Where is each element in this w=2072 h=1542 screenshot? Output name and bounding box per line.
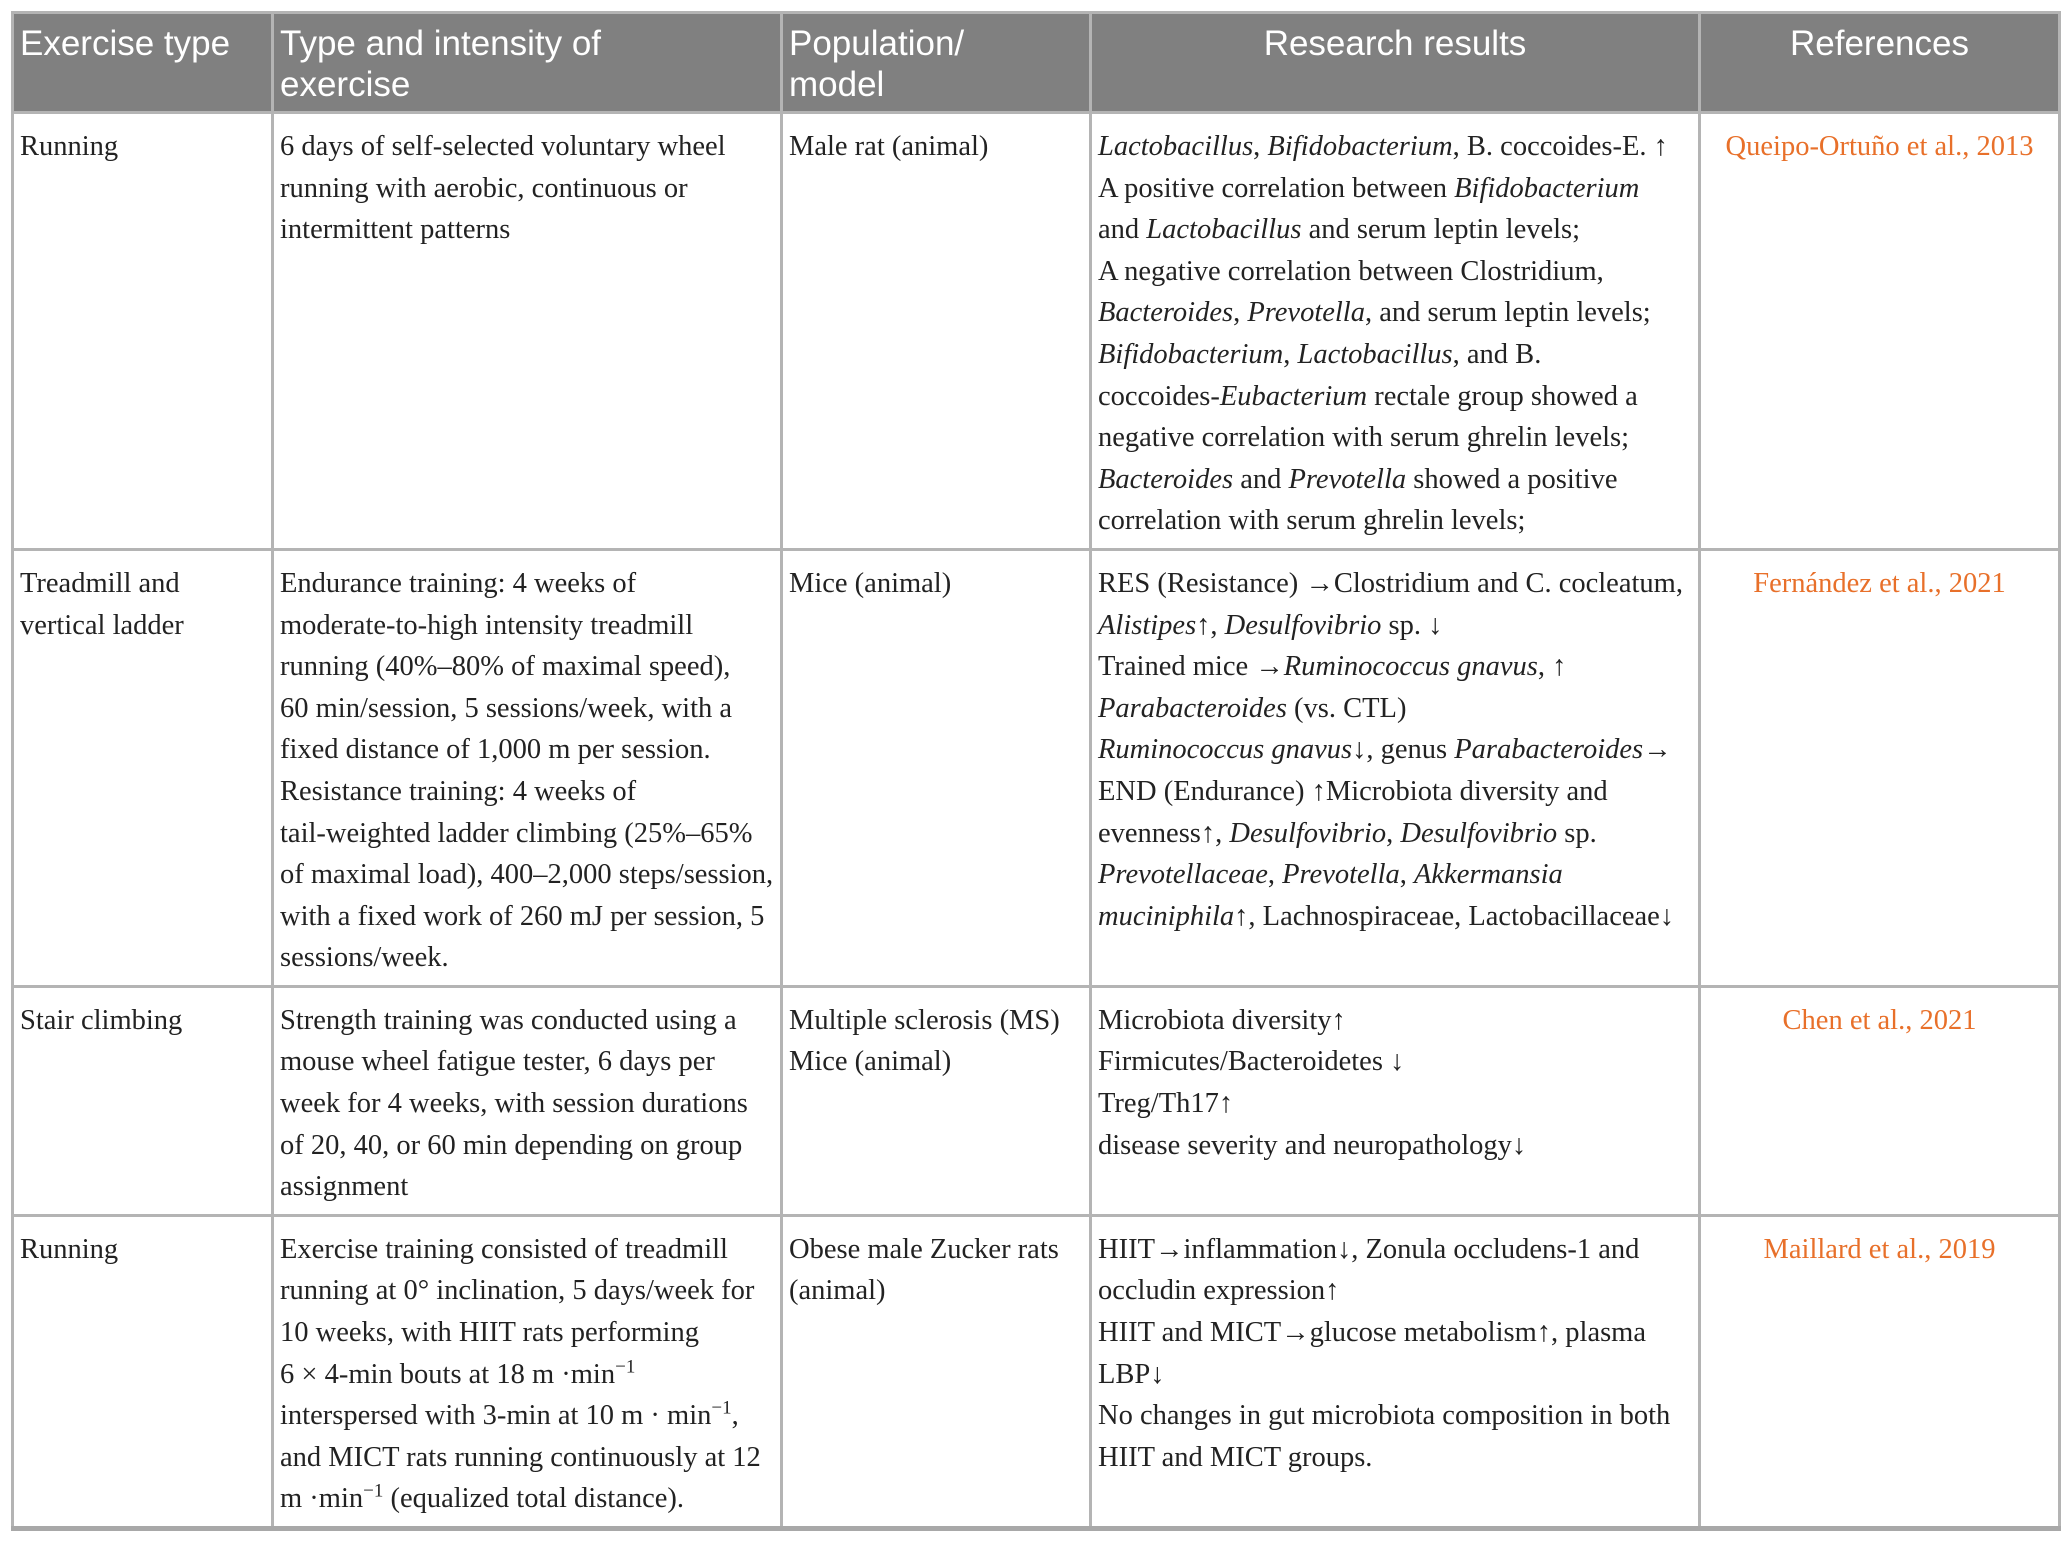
cell-type-intensity bbox=[273, 113, 782, 550]
text-line bbox=[1098, 292, 1692, 334]
italic-taxon: Bifidobacterium bbox=[1454, 172, 1640, 204]
text-line bbox=[280, 1437, 774, 1479]
text-line bbox=[789, 1041, 1083, 1083]
text-segment: running (40%–80% of maximal speed), bbox=[280, 651, 731, 683]
text-segment: Running bbox=[20, 1233, 119, 1265]
text-line bbox=[1098, 251, 1692, 293]
header-line: Exercise type bbox=[20, 24, 231, 63]
table-row bbox=[13, 549, 2060, 986]
italic-taxon: Parabacteroides bbox=[1098, 692, 1287, 724]
text-segment: rectale group showed a bbox=[1367, 380, 1638, 412]
text-segment: interspersed with 3-min at 10 m · min bbox=[280, 1400, 712, 1432]
text-segment: , ↑ bbox=[1537, 651, 1567, 683]
text-line bbox=[280, 729, 774, 771]
text-line bbox=[1098, 1041, 1692, 1083]
text-segment: sessions/week. bbox=[280, 942, 449, 974]
text-segment: → bbox=[1643, 734, 1672, 766]
header-line: exercise bbox=[280, 65, 411, 104]
italic-taxon: Parabacteroides bbox=[1454, 734, 1644, 766]
text-segment: Stair climbing bbox=[20, 1004, 183, 1036]
text-line bbox=[1098, 334, 1692, 376]
italic-taxon: Desulfovibrio bbox=[1400, 817, 1558, 849]
text-segment: Endurance training: 4 weeks of bbox=[280, 567, 637, 599]
cell-reference bbox=[1700, 549, 2060, 986]
text-segment: of 20, 40, or 60 min depending on group bbox=[280, 1129, 743, 1161]
text-line bbox=[789, 563, 1083, 605]
reference-link[interactable]: Queipo-Ortuño et al., 2013 bbox=[1725, 131, 2034, 162]
text-segment: Resistance training: 4 weeks of bbox=[280, 775, 637, 807]
text-segment: with a fixed work of 260 mJ per session, 5 bbox=[280, 900, 765, 932]
text-line bbox=[1098, 1000, 1692, 1042]
text-line bbox=[789, 1229, 1083, 1271]
cell-type-intensity bbox=[273, 1215, 782, 1528]
header-row bbox=[13, 13, 2060, 113]
header-type-intensity bbox=[273, 13, 782, 113]
text-segment: running at 0° inclination, 5 days/week for bbox=[280, 1275, 755, 1307]
text-segment: negative correlation with serum ghrelin levels; bbox=[1098, 422, 1630, 454]
italic-taxon: Ruminococcus gnavus bbox=[1098, 734, 1353, 766]
text-segment: Male rat (animal) bbox=[789, 131, 989, 162]
text-segment: vertical ladder bbox=[20, 609, 184, 641]
text-line bbox=[1098, 688, 1692, 730]
text-line bbox=[1098, 1312, 1692, 1354]
text-line bbox=[280, 126, 774, 168]
reference-link[interactable]: Fernández et al., 2021 bbox=[1753, 567, 2006, 599]
text-segment: RES (Resistance) →Clostridium and C. cocleatum, bbox=[1098, 567, 1683, 599]
cell-type-intensity bbox=[273, 986, 782, 1215]
text-line bbox=[20, 1000, 265, 1042]
italic-taxon: Desulfovibrio bbox=[1224, 609, 1382, 641]
text-segment: week for 4 weeks, with session durations bbox=[280, 1088, 748, 1120]
text-line bbox=[280, 1000, 774, 1042]
text-line bbox=[280, 1041, 774, 1083]
text-segment: mouse wheel fatigue tester, 6 days per bbox=[280, 1046, 715, 1078]
text-segment: and bbox=[1098, 214, 1147, 246]
text-line bbox=[1098, 563, 1692, 605]
text-segment: 60 min/session, 5 sessions/week, with a bbox=[280, 692, 733, 724]
text-line bbox=[1098, 209, 1692, 251]
italic-taxon: Prevotellaceae bbox=[1098, 859, 1268, 891]
text-line bbox=[20, 563, 265, 605]
text-segment: Microbiota diversity↑ bbox=[1098, 1004, 1346, 1036]
italic-taxon: Prevotella bbox=[1282, 859, 1400, 891]
text-line bbox=[280, 1229, 774, 1271]
text-segment: (animal) bbox=[789, 1275, 886, 1307]
text-line bbox=[1098, 1229, 1692, 1271]
header-research-results bbox=[1091, 13, 1700, 113]
text-line bbox=[1098, 1437, 1692, 1479]
text-line bbox=[1098, 605, 1692, 647]
cell-exercise-type bbox=[13, 1215, 273, 1528]
italic-taxon: Lactobacillus bbox=[1297, 338, 1453, 370]
cell-reference bbox=[1700, 113, 2060, 550]
text-line bbox=[280, 1166, 774, 1208]
text-line bbox=[1098, 1083, 1692, 1125]
text-segment: Trained mice → bbox=[1098, 651, 1284, 683]
cell-reference bbox=[1700, 1215, 2060, 1528]
cell-reference bbox=[1700, 986, 2060, 1215]
text-segment: No changes in gut microbiota composition in both bbox=[1098, 1400, 1671, 1432]
text-line bbox=[789, 1000, 1083, 1042]
text-line bbox=[1098, 854, 1692, 896]
text-line bbox=[280, 854, 774, 896]
text-line bbox=[280, 771, 774, 813]
text-line bbox=[280, 688, 774, 730]
text-line bbox=[1098, 126, 1692, 168]
italic-taxon: Eubacterium bbox=[1219, 380, 1368, 412]
text-segment: , bbox=[1233, 297, 1248, 329]
text-segment: Multiple sclerosis (MS) bbox=[789, 1004, 1060, 1036]
text-segment: Running bbox=[20, 131, 119, 162]
text-segment: A negative correlation between Clostridium, bbox=[1098, 255, 1604, 287]
text-line bbox=[1098, 376, 1692, 418]
cell-research-results bbox=[1091, 1215, 1700, 1528]
superscript: −1 bbox=[615, 1356, 636, 1378]
text-line bbox=[1098, 813, 1692, 855]
text-line bbox=[1098, 1354, 1692, 1396]
cell-type-intensity bbox=[273, 549, 782, 986]
text-line bbox=[1098, 1125, 1692, 1167]
text-segment: Treg/Th17↑ bbox=[1098, 1088, 1234, 1120]
italic-taxon: Lactobacillus bbox=[1146, 214, 1302, 246]
table-row bbox=[13, 986, 2060, 1215]
text-segment: occludin expression↑ bbox=[1098, 1275, 1340, 1307]
text-segment: HIIT and MICT→glucose metabolism↑, plasma bbox=[1098, 1317, 1646, 1349]
cell-research-results bbox=[1091, 113, 1700, 550]
text-segment: , bbox=[1386, 817, 1401, 849]
exercise-microbiota-table bbox=[11, 11, 2061, 1531]
text-segment: showed a positive bbox=[1406, 463, 1618, 495]
text-segment: ↑, Lachnospiraceae, Lactobacillaceae↓ bbox=[1234, 900, 1675, 932]
reference-link[interactable]: Chen et al., 2021 bbox=[1782, 1004, 1977, 1036]
superscript: −1 bbox=[363, 1480, 384, 1502]
text-segment: and MICT rats running continuously at 12 bbox=[280, 1441, 761, 1473]
text-line bbox=[280, 1354, 774, 1396]
text-line bbox=[280, 209, 774, 251]
header-line: References bbox=[1790, 24, 1969, 63]
text-line bbox=[1098, 1270, 1692, 1312]
text-segment: LBP↓ bbox=[1098, 1358, 1165, 1390]
cell-exercise-type bbox=[13, 549, 273, 986]
text-segment: , and serum leptin levels; bbox=[1364, 297, 1651, 329]
cell-population bbox=[782, 113, 1091, 550]
text-line bbox=[20, 605, 265, 647]
text-line bbox=[280, 1083, 774, 1125]
italic-taxon: muciniphila bbox=[1098, 900, 1235, 932]
text-line bbox=[789, 1270, 1083, 1312]
text-line bbox=[1098, 168, 1692, 210]
cell-population bbox=[782, 986, 1091, 1215]
italic-taxon: Desulfovibrio bbox=[1229, 817, 1387, 849]
table-row bbox=[13, 1215, 2060, 1528]
text-line bbox=[280, 1125, 774, 1167]
cell-population bbox=[782, 1215, 1091, 1528]
italic-taxon: Prevotella bbox=[1288, 463, 1407, 495]
reference-link[interactable]: Maillard et al., 2019 bbox=[1763, 1233, 1996, 1265]
text-line bbox=[280, 563, 774, 605]
text-line bbox=[280, 1395, 774, 1437]
italic-taxon: Ruminococcus gnavus bbox=[1283, 651, 1538, 683]
text-line bbox=[789, 126, 1083, 168]
table-row bbox=[13, 113, 2060, 550]
text-segment: m ·min bbox=[280, 1483, 364, 1515]
superscript: −1 bbox=[711, 1397, 732, 1419]
italic-taxon: Bifidobacterium bbox=[1098, 338, 1284, 370]
text-line bbox=[1098, 1395, 1692, 1437]
text-segment: ↓, genus bbox=[1352, 734, 1455, 766]
cell-exercise-type bbox=[13, 113, 273, 550]
text-segment: sp. ↓ bbox=[1381, 609, 1443, 641]
text-segment: , bbox=[1267, 859, 1283, 891]
cell-population bbox=[782, 549, 1091, 986]
header-references bbox=[1700, 13, 2060, 113]
text-segment: HIIT→inflammation↓, Zonula occludens-1 and bbox=[1098, 1233, 1640, 1265]
text-segment: , bbox=[1253, 131, 1268, 162]
text-segment: 10 weeks, with HIIT rats performing bbox=[280, 1317, 699, 1349]
italic-taxon: Bacteroides bbox=[1098, 297, 1234, 329]
text-segment: assignment bbox=[280, 1171, 409, 1203]
text-line bbox=[280, 168, 774, 210]
text-line bbox=[280, 605, 774, 647]
italic-taxon: Alistipes bbox=[1098, 609, 1197, 641]
header-line: Population/ bbox=[789, 24, 965, 63]
text-segment: Firmicutes/Bacteroidetes ↓ bbox=[1098, 1046, 1405, 1078]
text-segment: fixed distance of 1,000 m per session. bbox=[280, 734, 711, 766]
italic-taxon: Bifidobacterium bbox=[1267, 131, 1453, 162]
text-line bbox=[1098, 729, 1692, 771]
text-line bbox=[280, 1478, 774, 1520]
text-segment: Mice (animal) bbox=[789, 1046, 952, 1078]
cell-exercise-type bbox=[13, 986, 273, 1215]
text-segment: of maximal load), 400–2,000 steps/session, bbox=[280, 859, 774, 891]
cell-research-results bbox=[1091, 986, 1700, 1215]
text-segment: , bbox=[1283, 338, 1298, 370]
italic-taxon: Akkermansia bbox=[1414, 859, 1563, 891]
text-segment: A positive correlation between bbox=[1098, 172, 1455, 204]
text-segment: intermittent patterns bbox=[280, 214, 511, 246]
header-line: model bbox=[789, 65, 885, 104]
text-line bbox=[20, 126, 265, 168]
text-segment: Mice (animal) bbox=[789, 567, 952, 599]
text-line bbox=[280, 646, 774, 688]
text-segment: ↑, bbox=[1196, 609, 1225, 641]
text-segment: (vs. CTL) bbox=[1286, 692, 1407, 724]
italic-taxon: Bacteroides bbox=[1098, 463, 1234, 495]
text-segment: , bbox=[1399, 859, 1415, 891]
text-segment: (equalized total distance). bbox=[383, 1483, 685, 1515]
italic-taxon: Prevotella bbox=[1247, 297, 1365, 329]
text-line bbox=[1098, 459, 1692, 501]
text-line bbox=[1098, 646, 1692, 688]
header-line: Research results bbox=[1263, 24, 1527, 63]
text-segment: coccoides- bbox=[1098, 380, 1220, 412]
text-line bbox=[280, 937, 774, 979]
text-line bbox=[1098, 417, 1692, 459]
text-segment: Exercise training consisted of treadmill bbox=[280, 1233, 728, 1265]
italic-taxon: Lactobacillus bbox=[1098, 131, 1254, 162]
text-segment: running with aerobic, continuous or bbox=[280, 172, 688, 204]
text-segment: evenness↑, bbox=[1098, 817, 1230, 849]
text-segment: 6 × 4-min bouts at 18 m ·min bbox=[280, 1358, 616, 1390]
text-segment: HIIT and MICT groups. bbox=[1098, 1441, 1373, 1473]
text-line bbox=[280, 813, 774, 855]
text-segment: sp. bbox=[1557, 817, 1597, 849]
text-segment: , and B. bbox=[1452, 338, 1542, 370]
text-segment: and bbox=[1233, 463, 1289, 495]
text-line bbox=[20, 1229, 265, 1271]
text-segment: Strength training was conducted using a bbox=[280, 1004, 737, 1036]
text-segment: , B. coccoides-E. ↑ bbox=[1452, 131, 1668, 162]
text-segment: 6 days of self-selected voluntary wheel bbox=[280, 131, 726, 162]
text-line bbox=[1098, 896, 1692, 938]
text-line bbox=[1098, 771, 1692, 813]
header-population bbox=[782, 13, 1091, 113]
text-segment: and serum leptin levels; bbox=[1301, 214, 1581, 246]
text-line bbox=[280, 896, 774, 938]
text-line bbox=[280, 1270, 774, 1312]
header-line: Type and intensity of bbox=[280, 24, 602, 63]
cell-research-results bbox=[1091, 549, 1700, 986]
text-segment: disease severity and neuropathology↓ bbox=[1098, 1129, 1527, 1161]
header-exercise-type bbox=[13, 13, 273, 113]
text-segment: tail-weighted ladder climbing (25%–65% bbox=[280, 817, 753, 849]
text-segment: correlation with serum ghrelin levels; bbox=[1098, 505, 1526, 537]
text-segment: Obese male Zucker rats bbox=[789, 1233, 1059, 1265]
text-segment: , bbox=[731, 1400, 739, 1432]
text-segment: END (Endurance) ↑Microbiota diversity and bbox=[1098, 775, 1608, 807]
text-line bbox=[1098, 500, 1692, 542]
text-line bbox=[280, 1312, 774, 1354]
text-segment: Treadmill and bbox=[20, 567, 180, 599]
text-segment: moderate-to-high intensity treadmill bbox=[280, 609, 694, 641]
